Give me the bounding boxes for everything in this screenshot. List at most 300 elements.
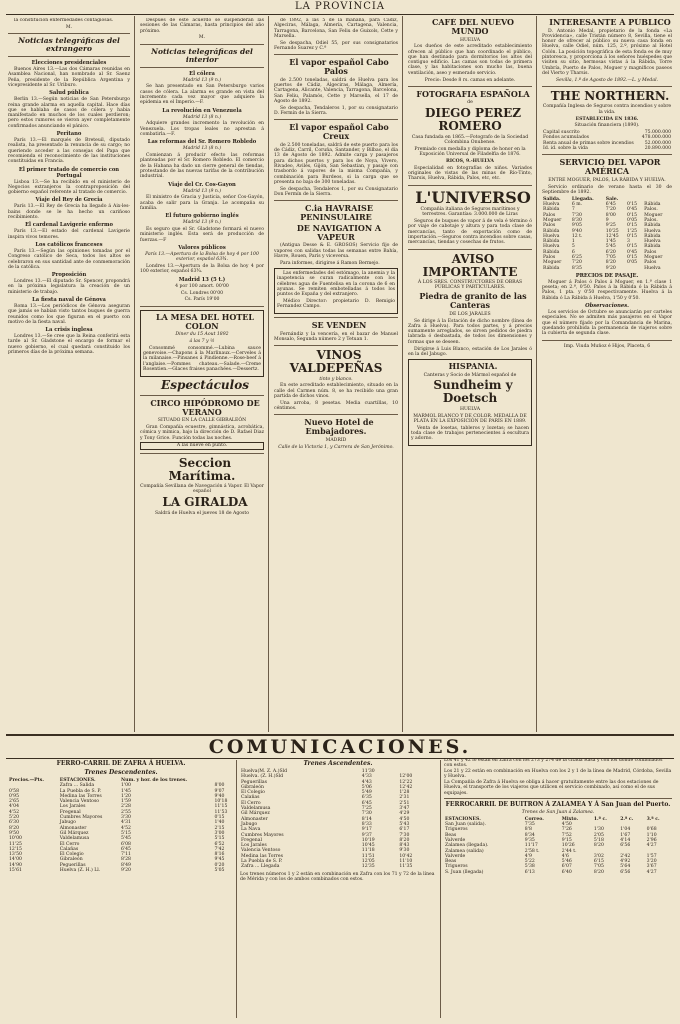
news-headline: Viaje del Rey de Grecia — [35, 197, 103, 204]
col1-lead: la constitucion enfermedades contagiosas. — [14, 18, 114, 23]
table-cell: 9'17 — [361, 827, 372, 833]
table-cell: Fondos acumulados — [543, 135, 590, 141]
news-headline: La fiesta naval de Génova — [32, 297, 106, 303]
table-cell: 8'20 — [605, 260, 616, 266]
table-cell: 7'05 — [605, 255, 616, 260]
divider — [274, 200, 398, 201]
circo-title: CIRCO HIPÓDROMO DE VERANO — [150, 397, 260, 417]
news-date: París 13.—Apertura de la Bolsa de hoy 4 por 100 exterior, español 63¾. — [145, 252, 259, 263]
divider — [274, 119, 398, 120]
news-headline: Peritano — [56, 131, 82, 138]
table-cell: 2'05 — [593, 832, 604, 838]
news-headline: El cólera — [189, 70, 215, 77]
table-header-cell: Correo. — [524, 816, 544, 822]
table-cell: 478.000.000 — [641, 135, 671, 141]
table-cell: Moguer — [644, 255, 663, 260]
foto-city: RICOS, 9.-HUELVA — [446, 158, 494, 164]
masthead — [6, 0, 674, 15]
precios-text: Moguer á Palos ó Palos á Moguer, en 1.ª clase 1 peseta; en 2.ª, 0'50. Palos á la Rábida ó la Rábida á Palos, 1 pta. y 0'50 respectivamente. Huelva á la Rábida ó La Rábida á Huelva, 1'50 y 0'50. — [542, 279, 672, 301]
news-text: Se han presentado en San Petersburgo varios casos de cólera. La alarma es grande en vista del incremento cada vez mayor que adquiere la epidemia en el Imperio.—F. — [140, 84, 264, 106]
ad3-text: (Antigua Desse & E. GROSOS) Servicio fijo de vapores con salidas todas las semanas entre Bahía, Havre, Rouen, París y viceversa. — [274, 243, 398, 259]
divider — [274, 317, 398, 318]
table-cell: 8'30 — [571, 217, 582, 223]
servicio-title: SERVICIO DEL VAPOR AMÉRICA — [559, 157, 661, 177]
table-cell: Cumbres Mayores — [59, 815, 103, 821]
table-cell: Gibraleón — [59, 857, 83, 863]
table-cell: Huelva — [644, 228, 661, 234]
news-text: París 13.—El Rey de Grecia ha llegado á Aix-les-bains donde se le ha hecho un cariñoso recibimiento. — [8, 204, 130, 221]
ad2-sub: Se despacha, Tendaleros 1, por su Consignatario Don Fermín de la Sierra. — [274, 186, 398, 198]
nuevo-hotel-sub: MADRID — [325, 437, 347, 443]
news-text: Buenos Aires 13.—Las dos Cámaras reunidas en Asamblea Nacional, han nombrado al Sr. Saenz Peña, presidente de la República Argentina y vicepresidente al Sr. Uriburo. — [8, 67, 130, 88]
table-cell: 7'20 — [605, 207, 616, 213]
imprenta: Imp. Viuda Muñoz é Hijos, Placeta, 6 — [563, 343, 651, 349]
news-headline: El cardenal Lavigerie enfermo — [25, 222, 113, 229]
table-cell: 4'52 — [120, 825, 131, 831]
table-header-cell: 1.ª c. — [593, 816, 607, 822]
table-cell: 8'16 — [214, 852, 225, 858]
table-cell: 10'45 — [361, 843, 375, 849]
table-cell: Medina las Torres — [59, 793, 102, 799]
table-cell: 9'07 — [214, 788, 225, 794]
table-cell: Zafra ... Llegada — [241, 864, 280, 870]
ad3-title: C.ia HAVRAISE PENINSULAIRE — [300, 203, 373, 223]
nuevo-hotel-text: Calle de la Victoria 1, y Carrera de San Jerónimo. — [278, 444, 394, 450]
table-header-cell: ESTACIONES. — [59, 778, 96, 783]
table-cell: Almonaster — [59, 825, 87, 831]
table-cell: Gil Márquez — [241, 811, 270, 817]
seccion-maritima-title: Seccion Marítima. — [168, 455, 236, 483]
cafe-city: HUELVA — [459, 37, 481, 43]
table-cell: 8'20 — [9, 825, 20, 831]
interes-title: INTERESANTE Á PÚBLICO — [549, 18, 671, 27]
table-cell: Huelva. (Z. H.)Sld — [241, 774, 284, 780]
table-header-cell: 3.ª c. — [646, 816, 660, 822]
table-cell: Rábida — [543, 239, 560, 245]
hotel-ad-text: Consommé consommé.—Lubina sauce genevoise.—Chapons á la Marlinaux.—Cerveles á la milanaise.—Pinsanes á Pindienne.—Rose-beef á l'anglaise.—Pommes chateau.—Salade.—Creme Rosentien.—Glaces fraises panachées.—Dessertz. — [143, 345, 261, 372]
table-cell: 7'35 — [524, 822, 535, 828]
table-cell: Valencia Ventoso — [59, 799, 100, 805]
divider — [542, 154, 672, 155]
news-headline: La crisis inglesa — [45, 327, 93, 334]
comunicaciones-header — [6, 734, 674, 759]
column-divider — [134, 16, 135, 732]
table-cell: 9'37 — [361, 832, 372, 838]
box-sub: Médico Director: propietario D. Remigio Fernandez Campo. — [277, 299, 395, 310]
table-cell: 4'27 — [646, 843, 657, 849]
table-cell: 1 — [571, 239, 575, 245]
column-5 — [542, 18, 672, 730]
table-header-cell: Mixto. — [561, 816, 579, 822]
table-cell: Calañas — [59, 846, 79, 852]
news-text: Roma 13.—Los periódicos de Génova aseguran que jamás se habían visto tantos buques de guerra reunidos como los que figuran en el puerto con motivo de la fiesta naval. — [8, 304, 130, 325]
table-cell: 9'05 — [571, 223, 582, 229]
ad1-title: El vapor español Cabo Palos — [289, 57, 389, 77]
northern-table — [542, 130, 672, 151]
section-title: Noticias telegráficas del interior — [151, 46, 253, 64]
table-cell: 2'96 — [646, 837, 657, 843]
box-text: Las enfermedades del estómago, la anemia y la inapetencia se curan radicalmente con los célebres agua de Fuentelisa en la corona de 6 en ayunas. Se remiten embotelladas á todos los puntos de España y del extranjero. — [277, 271, 395, 298]
table-cell: Cumbres Mayores — [241, 832, 284, 838]
table-cell: 6 m. — [571, 202, 583, 208]
ad3-title2: DE NAVIGATION A VAPEUR — [296, 222, 382, 242]
table-cell: 0'15 — [627, 212, 638, 218]
news-text: Londres 13.—Apertura de la Bolsa de hoy 4 por 100 exterior, español 63¾. — [140, 264, 264, 275]
news-date: Madrid 13 (9 n.) — [182, 220, 222, 226]
masthead-title: LA PROVINCIA — [294, 1, 386, 12]
divider — [274, 54, 398, 55]
zafra-desc-title: Trenes Descendentes. — [84, 769, 158, 776]
news-text: Comienzan á producir efecto las reformas planteadas por el Sr. Romero Robledo. El comercio de la Habana ha dado un cierre general de tiendas, protestando de las nuevas tarifas de la contribución industrial. — [140, 153, 264, 180]
table-cell: 7'20 — [571, 260, 582, 266]
table-cell: 11'17 — [524, 843, 538, 849]
table-cell: Rábida — [543, 249, 560, 255]
comunicaciones-title: COMUNICACIONES. — [208, 736, 472, 758]
table-cell: 4'27 — [646, 869, 657, 875]
sevenden-text: Fernándiz y la vencería, en el bazar de Manuel Monsalo, Segunda número 2 y Tetuan 1. — [274, 331, 398, 342]
zafra-table — [8, 778, 234, 873]
table-cell: Gibraleón — [241, 784, 264, 790]
table-cell: 8'20 — [593, 843, 604, 849]
ad1-text: de 2.500 toneladas, saldrá de Huelva para los puertos de Cádiz, Algeciras, Málaga, Almería, Cartagena, Alicante, Valencia, Tarragona, Barcelona, San Feliu, Palamós, Cette y Marsella, el 17 de Agosto de 1892. — [274, 77, 398, 104]
news-headline: Proposición — [51, 272, 87, 279]
northern-sit: Situación financiera (1890). — [574, 123, 640, 129]
table-cell: 2'42 — [620, 853, 631, 859]
table-cell: Palos. — [644, 207, 658, 213]
bolsa-title: Madrid 13 (5 t.) — [178, 276, 226, 283]
table-cell: 2'31 — [399, 795, 410, 801]
hispania-desc: Venta de losetas, tableros y lozetas; se hacen toda clase de trabajos pertenecientes á escultura y adorno. — [411, 425, 529, 442]
table-cell: 9'20 — [605, 265, 616, 271]
table-cell: Almonaster — [241, 816, 268, 822]
table-cell: 1'30 — [593, 827, 604, 833]
table-header-cell: Num. y hor. de los trenes. — [120, 778, 188, 783]
col2-lead-sign: M. — [198, 35, 206, 41]
ad2-text: de 2.500 toneladas, saldrá de este puerto para los de Cádiz, Carril, Coruña, Santander, y Bilbao, el día 13 de Agosto de 1892. Admite carga y pasajeros para dichos puertos y para los de Noya, Vivero, Rivadeo, Avilés, Gijón, San Sebastian, y pasaje con trasbordo á vapores de la misma Compañía, y combinación para Burdeos, si la carga que se presenta no baja de 300 toneladas. — [274, 142, 398, 185]
buitron-timetable — [444, 758, 672, 1020]
col1-lead-sign: M. — [65, 24, 73, 30]
news-headline: Valores públicos — [178, 245, 226, 252]
table-cell: Palos — [543, 255, 556, 260]
giralda-title: LA GIRALDA — [162, 495, 248, 510]
sevenden-title: SE VENDEN — [311, 320, 367, 331]
table-cell: Palos — [644, 249, 657, 255]
zafra-title: FERRO-CARRIL DE ZAFRA Á HUELVA. — [56, 760, 186, 767]
table-cell: 9'45 — [214, 857, 225, 863]
table-cell: 10'42 — [399, 853, 413, 859]
rb-text2: Los 21 y 22 están en combinación en Huelva con los 2 y 1 de la línea de Madrid, Córdoba, Sevilla y Huelva. — [444, 769, 672, 780]
column-2 — [140, 18, 264, 730]
northern-text: Compañía Inglesa de Seguros contra incendios y sobre la vida. — [542, 104, 672, 115]
news-text: Adquiere grandes incremento la revolución en Venezuela. Los tropas leales no aprestan á combatirla.—F. — [140, 121, 264, 138]
table-cell: 3'02 — [593, 853, 604, 859]
table-cell: Jabugo — [241, 821, 258, 827]
table-cell: 9'30 — [399, 848, 410, 854]
table-cell: 2'15 — [214, 825, 225, 831]
table-cell: 8'14 — [361, 816, 372, 822]
table-cell: Capital suscrito — [543, 130, 580, 136]
vinos-sub: tinto y blanco. — [319, 376, 353, 382]
servicio-table — [542, 197, 672, 271]
table-cell: 14'90 — [9, 862, 22, 868]
fuentelisa-box — [274, 268, 398, 314]
table-cell: 0'95 — [9, 793, 20, 799]
observ-text: Los servicios de Octubre se anunciarán por carteles especiales. No se admiten más pasajeros en el Vapor que el número fijado por la Comandancia de Marina, quedando prohibida la permanencia de viajeros sobre la cubierta de segunda clase. — [542, 310, 672, 337]
table-cell: Rábida — [644, 233, 661, 239]
table-cell: Huelva — [644, 265, 661, 271]
table-cell: 0'15 — [627, 223, 638, 229]
hispania-text: MARMOL BLANCO Y DE COLOR. MEDALLA DE PLATA EN LA EXPOSICIÓN DE PARÍS EN 1889. — [413, 413, 527, 424]
universo-sub: Compañía italiana de Seguros marítimos y terrestres. Garantías: 3.000.000 de Liras — [420, 207, 520, 218]
news-text: Es seguro que el Sr. Gladstone formará el nuevo ministerio inglés. Esta será de producción de fuerzas.—F — [140, 227, 264, 243]
table-cell: 4'04 — [9, 804, 20, 810]
piedra-sub: DE LOS JARALES — [449, 311, 491, 317]
table-cell: 12 t. — [571, 233, 583, 239]
table-cell: 2'65 — [9, 799, 20, 805]
table-cell: 0'15 — [627, 255, 638, 260]
table-cell: 1'00 — [120, 783, 131, 789]
table-cell: 1'57 — [646, 853, 657, 859]
column-divider — [536, 16, 537, 732]
table-cell: 0'45 — [627, 207, 638, 213]
table-cell: 6 — [571, 249, 575, 255]
table-row — [444, 870, 672, 875]
interes-text: D. Antonio Medal, propietario de la fonda «La Providencia», calle Tristán número 8, Sevilla, tiene el honor de ofrecer al público su nueva casa fonda en Huelva, calle Odiel, núm. 125, 2.º, próximo al Hotel Colón. La posición topográfica de esta fonda es de muy pintoresca, y proporciona á los señores huéspedes que visiten su sitio, hermosas vistas á la Rábida, Torre Umbría, Puerto de Palos, Moguer y magníficos paseos del Vierto y Tharsis. — [542, 28, 672, 76]
divider — [408, 185, 532, 186]
table-row — [542, 146, 672, 151]
table-cell: Huelva — [644, 239, 661, 245]
divider — [542, 86, 672, 87]
table-cell: Moguer — [543, 260, 562, 266]
foto-sub: de — [467, 100, 473, 106]
news-headline: Salud pública — [49, 90, 89, 97]
table-cell: Rábida — [543, 265, 560, 271]
divider — [274, 414, 398, 415]
table-cell: 2'51 — [399, 800, 410, 806]
table-cell: 0'15 — [214, 815, 225, 821]
news-headline: La revolución en Venezuela — [162, 107, 242, 114]
table-cell: La Puebla de S. P. — [241, 859, 283, 865]
ad3-sub: Para informes, dirigirse á Ramon Bermejo. — [280, 260, 380, 266]
nuevo-hotel-title: Nuevo Hotel de Embajadores. — [304, 417, 374, 437]
divider — [408, 249, 532, 250]
table-cell: 6'08 — [120, 841, 131, 847]
interes-sign: Sevilla, 1.º de Agosto de 1892.—L. y Medal. — [555, 77, 659, 83]
buitron-title: FERROCARRIL DE BUITRON Á ZALAMEA Y Á San Juan del Puerto. — [445, 800, 671, 808]
ad1-sub: Se despacha, Tendaleros 1, por su consignatario D. Fermín de la Sierra. — [274, 105, 398, 117]
column-divider — [440, 760, 441, 1018]
northern-est: ESTABLECIDA EN 1836. — [575, 116, 639, 122]
table-cell: 10'25 — [605, 228, 619, 234]
table-cell: Calañas — [241, 795, 260, 801]
table-cell: 8'00 — [214, 783, 225, 789]
bolsa-row: Cs. París 19'00 — [184, 297, 220, 303]
hispania-sub: Canteras y Socio de Mármol español de — [423, 372, 517, 378]
table-header-cell: Sale. — [605, 196, 619, 202]
bolsa-rows — [140, 284, 264, 303]
table-cell: 1'28 — [399, 790, 410, 796]
rb-text3: La Compañía de Zafra á Huelva se obliga á hacer gratuitamente entre las dos estaciones de Huelva, el transporte de los viajeros que utilicen el servicio combinado, así como el de sus equipajes. — [444, 780, 659, 796]
table-cell: 1'25 — [627, 228, 638, 234]
table-cell: La Nava — [241, 827, 261, 833]
table-cell: El Colegio — [59, 852, 84, 858]
table-cell: 5'06 — [361, 784, 372, 790]
aviso-title: AVISO IMPORTANTE — [422, 251, 518, 279]
table-cell: 9'35 — [524, 837, 535, 843]
table-cell: 6'45 — [605, 202, 616, 208]
servicio-text: Servicio ordinario de verano hasta el 30 de Septiembre de 1892. — [542, 184, 672, 195]
table-cell: 7'26 — [561, 827, 572, 833]
table-cell: 20.890.000 — [644, 146, 671, 152]
table-cell: 8'20 — [593, 869, 604, 875]
table-cell: El Cerro — [59, 841, 80, 847]
col3-lead: de 1892, á las 5 de la mañana, para Cádiz, Algeciras, Málaga, Almería, Cartagena, Valencia, Tarragona, Barcelona, San Feliu de Guixols, Cette y Marsella. — [274, 18, 398, 39]
news-headline: Elecciones presidenciales — [31, 60, 107, 67]
table-cell: 9'20 — [120, 868, 131, 874]
divider — [274, 345, 398, 346]
table-row — [240, 864, 436, 869]
trenes-ascendentes — [240, 758, 436, 1020]
table-cell: 5'45 — [605, 244, 616, 250]
table-cell: 2'58 t. — [524, 848, 540, 854]
table-cell: 1'20 — [120, 793, 131, 799]
table-cell: 0'15 — [627, 202, 638, 208]
table-cell: 1'04 — [620, 827, 631, 833]
table-cell: 12'35 — [361, 864, 375, 870]
table-cell: 8'34 — [524, 832, 535, 838]
divider — [8, 56, 130, 57]
table-cell: Fregenal — [241, 837, 262, 843]
table-cell: 7'25 — [361, 806, 372, 812]
news-date: Madrid 13 (8 n.) — [182, 114, 222, 120]
table-cell: 5 — [571, 244, 575, 250]
divider — [8, 33, 130, 34]
table-cell: 12'15 — [9, 846, 22, 852]
table-cell: 0'05 — [627, 260, 638, 266]
table-cell: Huelva — [543, 244, 560, 250]
table-cell: 1'59 — [120, 799, 131, 805]
table-header-cell: Salida. — [543, 196, 561, 202]
table-cell: Rábida — [543, 207, 560, 213]
table-cell: 7'11 — [120, 852, 131, 858]
foto-title: FOTOGRAFIA ESPAÑOLA — [416, 88, 530, 99]
table-cell: 3'30 — [120, 815, 131, 821]
news-text: Londres 13.—Se cree que la Reina conferirá esta tarde al Sr. Gladstone el encargo de formar el nuevo gobierno, el cual quedará constituido los primeros días de la próxima semana. — [8, 334, 130, 356]
cafe-text: Los dueños de este acreditado establecimiento ofrecen al público que han coordinado el público, que han destinado para dormitorios los altos del contiguo edificio. Las camas son todas de primera clase, y las habitaciones son mucho las, buena ventilación, aseo y esmerado servicio. — [408, 44, 532, 76]
table-cell: 7'42 — [214, 846, 225, 852]
vinos-text: En este acreditado establecimiento, situado en la calle del Carmen núm. 8, se ha recibido una gran partida de dichos vinos. — [274, 383, 398, 400]
divider — [140, 395, 264, 396]
table-cell: 10'26 — [561, 843, 575, 849]
observ-title: Observaciones. — [585, 303, 629, 310]
table-cell: 0'45 — [627, 249, 638, 255]
news-headline: Las reformas del Sr. Romero Robledo — [147, 139, 257, 146]
table-cell: Peguerillas — [241, 779, 267, 785]
table-cell: Beas — [445, 832, 457, 838]
table-cell: 6'25 — [571, 255, 582, 260]
table-cell: Moguer — [644, 212, 663, 218]
column-divider — [236, 760, 237, 1018]
table-cell: 0'15 — [627, 233, 638, 239]
table-cell: Zalamea (llegada). — [445, 843, 489, 849]
table-cell: 3'47 — [399, 806, 410, 812]
table-cell: 9'40 — [214, 793, 225, 799]
table-cell: Valdelamusa — [241, 806, 271, 812]
news-items — [140, 71, 264, 275]
section-title: Noticias telegráficas del extrangero — [18, 36, 120, 54]
news-text: París 13.—El estado del cardenal Lavigerie inspira vivos temores. — [8, 229, 130, 240]
aviso-sub: Á LOS SRES. CONSTRUCTORES DE OBRAS PÚBLICAS Y PARTICULARES. — [417, 280, 523, 291]
news-date: Madrid 13 (9 n.) — [182, 77, 222, 83]
hotel-ad-sub: Diner du 15 Aout 1892 — [175, 332, 229, 338]
table-cell: 5'64 — [620, 864, 631, 870]
table-cell: Rábida — [543, 228, 560, 234]
hotel-ad-title: LA MESA DEL HOTEL COLON — [156, 311, 254, 331]
divider — [140, 44, 264, 45]
buitron-table — [444, 817, 672, 875]
table-cell: Huelva — [543, 233, 560, 239]
news-text: Londres 13.—El diputado Sr. Spencer, propondrá en la próxima legislatura la creación de un ministerio de trabajo. — [8, 279, 130, 295]
table-cell: 2'44 t. — [561, 848, 577, 854]
table-cell: 10'19 — [361, 837, 375, 843]
table-cell: Moguer — [543, 217, 562, 223]
column-4 — [408, 18, 532, 730]
table-cell: 4'31 — [120, 820, 131, 826]
table-cell: El Cerro — [241, 800, 261, 806]
circo-text: Gran Compañía ecuestre, gimnástica, acrobática, cómica y mímica, bajo la dirección de D. Rafael Diaz y Tony Grice. Función todas las noches. — [140, 424, 264, 441]
table-cell: Renta anual de primas sobre incendios — [543, 140, 634, 146]
table-cell: 3'00 — [214, 830, 225, 836]
news-text: Berlin 13.—Según noticias de San Petersburgo reina grande alarma en aquella capital. Hace días que se hablaba de casos de cólera y habia manifestado en muchos de los cuales perdieron; pero estos rumores se vieron ayer completamente confirmados anunciando el pánico. — [8, 97, 130, 129]
table-cell: Los Jarales — [241, 843, 267, 849]
circo-sub: SITUADO EN LA CALLE GIBRALEÓN — [157, 418, 247, 424]
table-cell: 5'15 — [214, 836, 225, 842]
table-cell: Huelva(M. Z. A.)Sld — [241, 769, 288, 774]
table-cell: 6'52 — [214, 841, 225, 847]
table-cell: La Puebla de S. P. — [59, 788, 102, 794]
column-divider — [402, 16, 403, 732]
news-date: Madrid 13 (8 n.) — [182, 146, 222, 152]
news-items — [8, 60, 130, 355]
cafe-prices: Precio: Desde 8 rs. camas en adelante. — [424, 77, 516, 83]
col3-lead2: Se despacha, Odiel 55, por sus consignatarios Fernando Suarez y C.ª — [274, 40, 398, 51]
news-headline: El primer tratado de comercio con Portugal — [18, 166, 120, 179]
buitron-sub: Trenes de San Juan á Zalamea. — [521, 809, 595, 815]
table-cell: 11'35 — [399, 864, 413, 870]
table-cell: 11'18 — [361, 848, 375, 854]
table-cell: 3'67 — [646, 864, 657, 870]
servicio-sub: ENTRE MOGUER, PALOS, LA RÁBIDA Y HUELVA. — [548, 177, 666, 183]
divider — [444, 798, 672, 799]
table-cell: 5'45 — [120, 836, 131, 842]
vinos-prices: Una arroba, 8 pesetas. Media cuartillas, 10 céntimos. — [274, 400, 398, 412]
table-cell: 11'15 — [214, 804, 228, 810]
table-cell — [626, 266, 643, 271]
table-cell: 4'50 — [561, 822, 572, 828]
table-cell: 5'46 — [561, 859, 572, 865]
hispania-name: Sundheim y Doetsch — [433, 378, 513, 406]
table-cell: 6'56 — [620, 869, 631, 875]
divider — [408, 86, 532, 87]
table-cell: 3 — [627, 239, 630, 245]
hotel-ad-hour: á las 7 y ½ — [189, 338, 215, 344]
table-cell: 12'00 — [399, 774, 413, 780]
table-cell: S. Juan (llegada) — [445, 869, 484, 875]
table-cell: 5'49 — [361, 790, 372, 796]
newspaper-page — [6, 0, 674, 1024]
table-cell: Trigueros — [445, 827, 468, 833]
table-cell: 5'22 — [524, 859, 535, 865]
